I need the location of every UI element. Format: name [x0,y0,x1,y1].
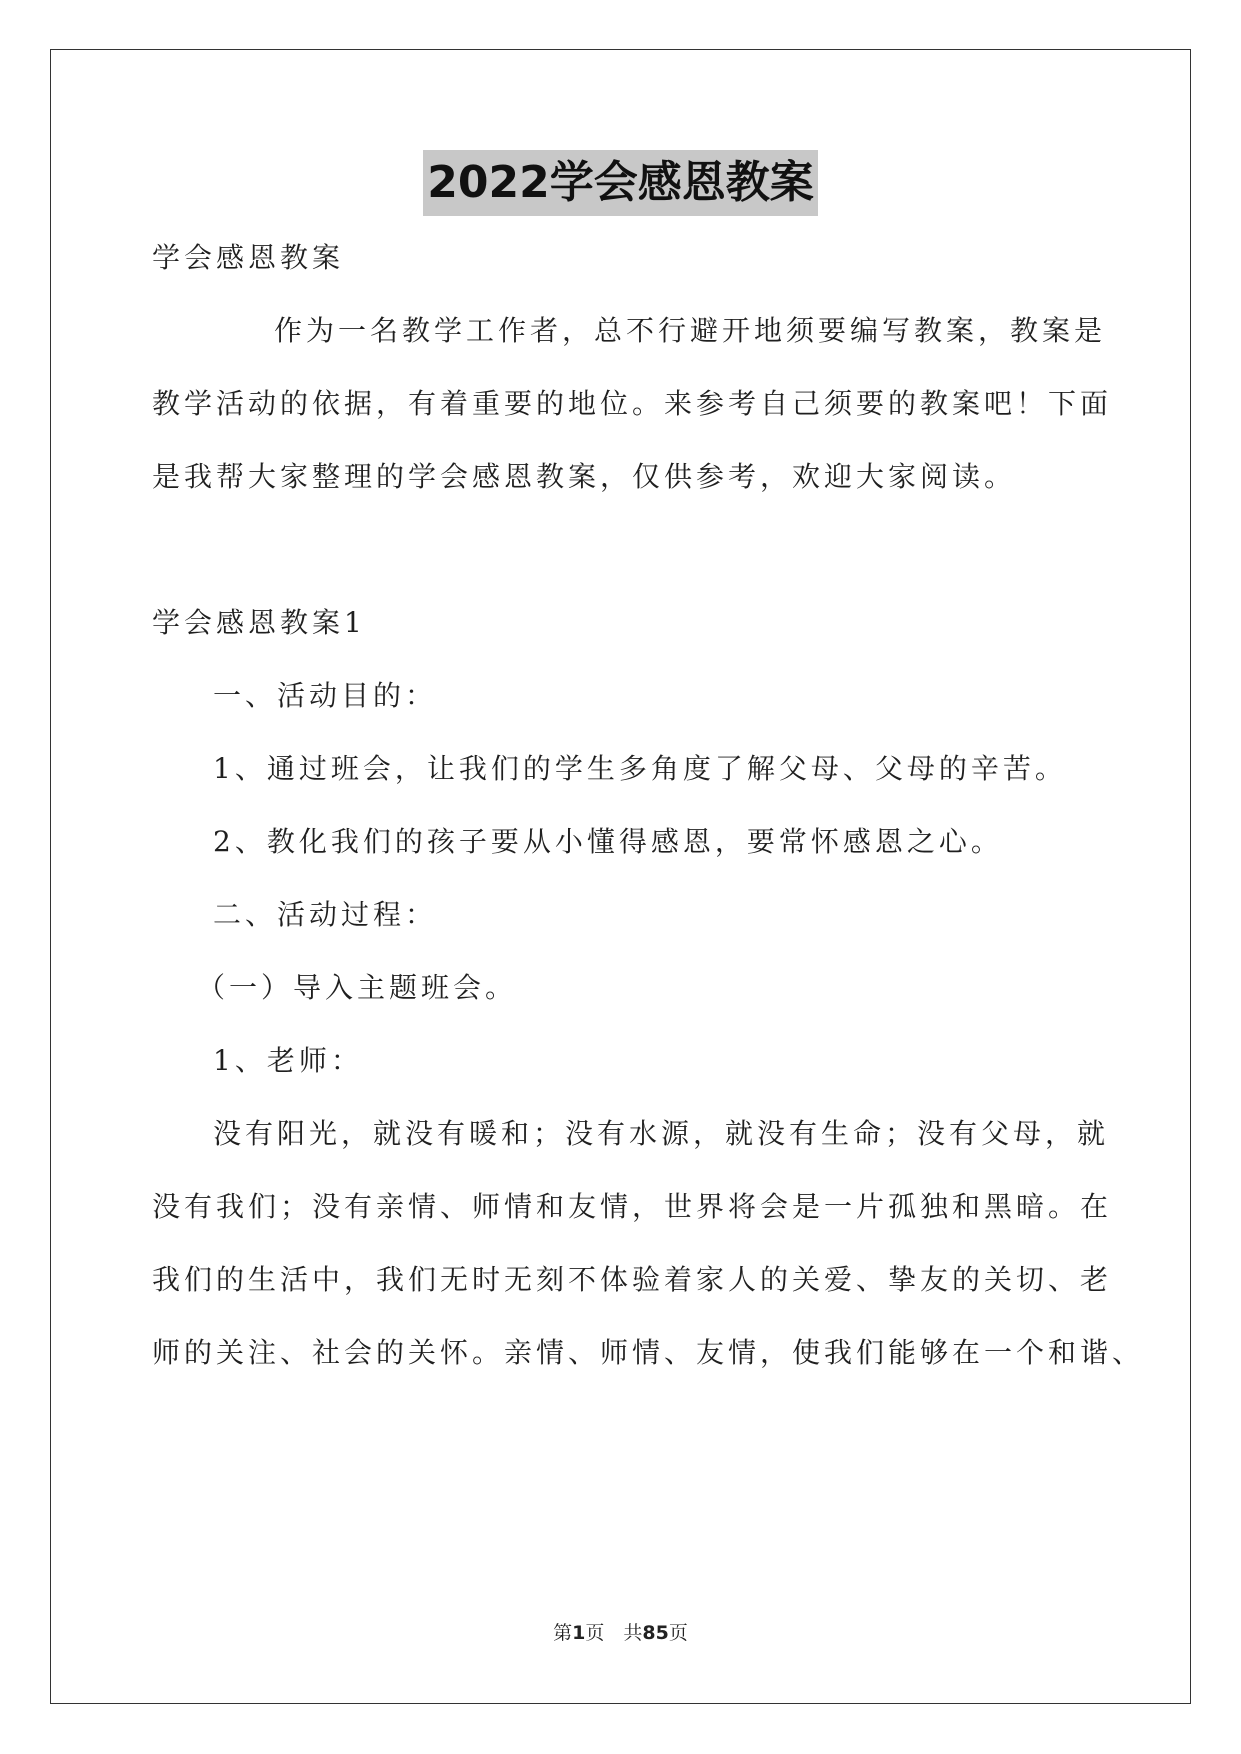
paragraph-line: 是我帮大家整理的学会感恩教案，仅供参考，欢迎大家阅读。 [152,460,1017,493]
paragraph-line: 教学活动的依据，有着重要的地位。来参考自己须要的教案吧！下面 [152,387,1113,420]
paragraph-line: 我们的生活中，我们无时无刻不体验着家人的关爱、挚友的关切、老 [152,1263,1113,1296]
list-item: 2、教化我们的孩子要从小懂得感恩，要常怀感恩之心。 [213,825,1003,858]
page-border [50,49,1191,1704]
list-subheading: （一）导入主题班会。 [197,971,518,1004]
list-heading: 一、活动目的： [213,679,438,712]
list-item: 1、老师： [213,1044,363,1077]
paragraph-line: 师的关注、社会的关怀。亲情、师情、友情，使我们能够在一个和谐、 [152,1336,1145,1369]
paragraph-line: 作为一名教学工作者，总不行避开地须要编写教案，教案是 [274,314,1107,347]
list-heading: 二、活动过程： [213,898,438,931]
paragraph-line: 没有我们；没有亲情、师情和友情，世界将会是一片孤独和黑暗。在 [152,1190,1113,1223]
document-title: 2022学会感恩教案 [423,150,817,216]
section-heading-1: 学会感恩教案1 [152,606,366,639]
footer-suffix: 页 [668,1622,688,1644]
footer-prefix: 第 [553,1622,573,1644]
footer-middle: 页 共 [585,1622,643,1644]
footer-current-page: 1 [572,1622,586,1644]
paragraph-line: 没有阳光，就没有暖和；没有水源，就没有生命；没有父母，就 [213,1117,1110,1150]
title-container [0,150,1241,216]
page-footer [0,1618,1241,1645]
footer-total-pages: 85 [642,1622,669,1644]
section-heading-intro: 学会感恩教案 [152,241,345,274]
list-item: 1、通过班会，让我们的学生多角度了解父母、父母的辛苦。 [213,752,1067,785]
